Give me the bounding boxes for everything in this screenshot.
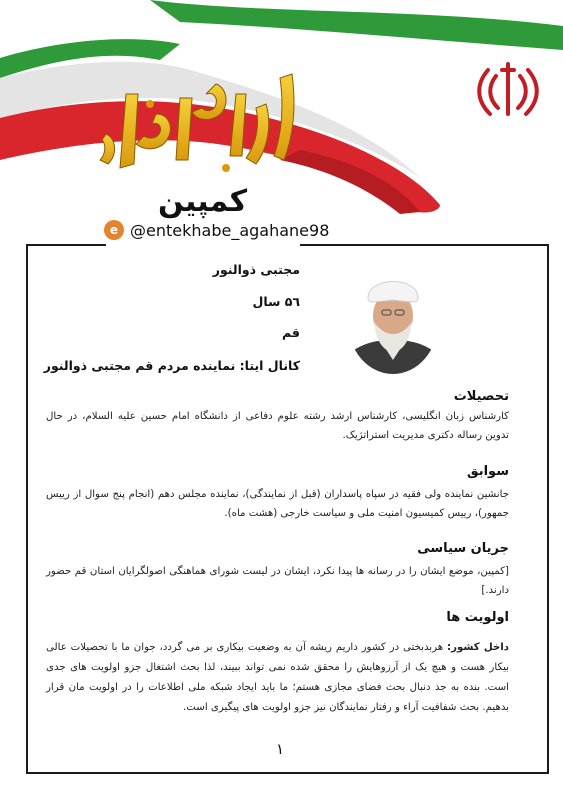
page-number: ١ [276,740,285,758]
history-heading: سوابق [467,464,509,479]
education-text: کارشناس زبان انگلیسی، کارشناس ارشد رشته علوم دفاعی از دانشگاه امام حسین علیه السلام، در حال تدوین رساله دکتری مدیریت استراتژیک. [46,411,509,441]
candidate-city: قم [282,325,300,340]
campaign-label: کمپین [158,184,248,219]
candidate-name: مجتبی ذوالنور [212,262,300,277]
candidate-channel: کانال ایتا: نماینده مردم قم مجتبی ذوالنور [43,358,300,373]
education-heading: تحصیلات [453,389,509,404]
priorities-heading: اولویت ها [446,610,509,625]
political-text: [کمپین، موضع ایشان را در رسانه ها پیدا نکرد، ایشان در لیست شورای هماهنگی اصولگرایان استان قم حضور دارند.] [46,566,509,596]
handle-text: @entekhabe_agahane98 [130,220,330,240]
iran-emblem-icon [474,56,542,124]
history-text: جانشین نماینده ولی فقیه در سپاه پاسداران (قبل از نمایندگی)، نماینده مجلس دهم (انجام پنج سوال از رییس جمهور)، رییس کمیسیون امنیت ملی و سیاست خارجی (هشت ماه). [46,489,509,519]
candidate-age: ۵٦ سال [252,294,300,309]
frame-top-border-right [300,244,549,246]
priorities-label: داخل کشور: [447,642,509,653]
priorities-text [46,638,509,718]
political-heading: جریان سیاسی [417,541,509,556]
campaign-logo [96,64,316,184]
candidate-portrait [346,264,440,376]
frame-top-border-left [26,244,106,246]
priorities-body: هربدبختی در کشور داریم ریشه آن به وضعیت بیکاری بر می گردد، جوان ما با تحصیلات عالی بیکار هست و هیچ یک از آرزوهایش را محقق شده نمی تواند ببیند، لذا بحث اشتغال جزو اولویت های جدی است. بنده به جد دنبال بحث فضای مجازی هستم؛ ما باید ایجاد شبکه ملی اطلاعات را در اولویت مان قرار بدهیم. بحث شفافیت آراء و رفتار نمایندگان نیز جزو اولویت های پیگیری است. [46,642,509,713]
eitaa-icon: e [104,220,124,240]
social-handle[interactable] [104,220,329,240]
